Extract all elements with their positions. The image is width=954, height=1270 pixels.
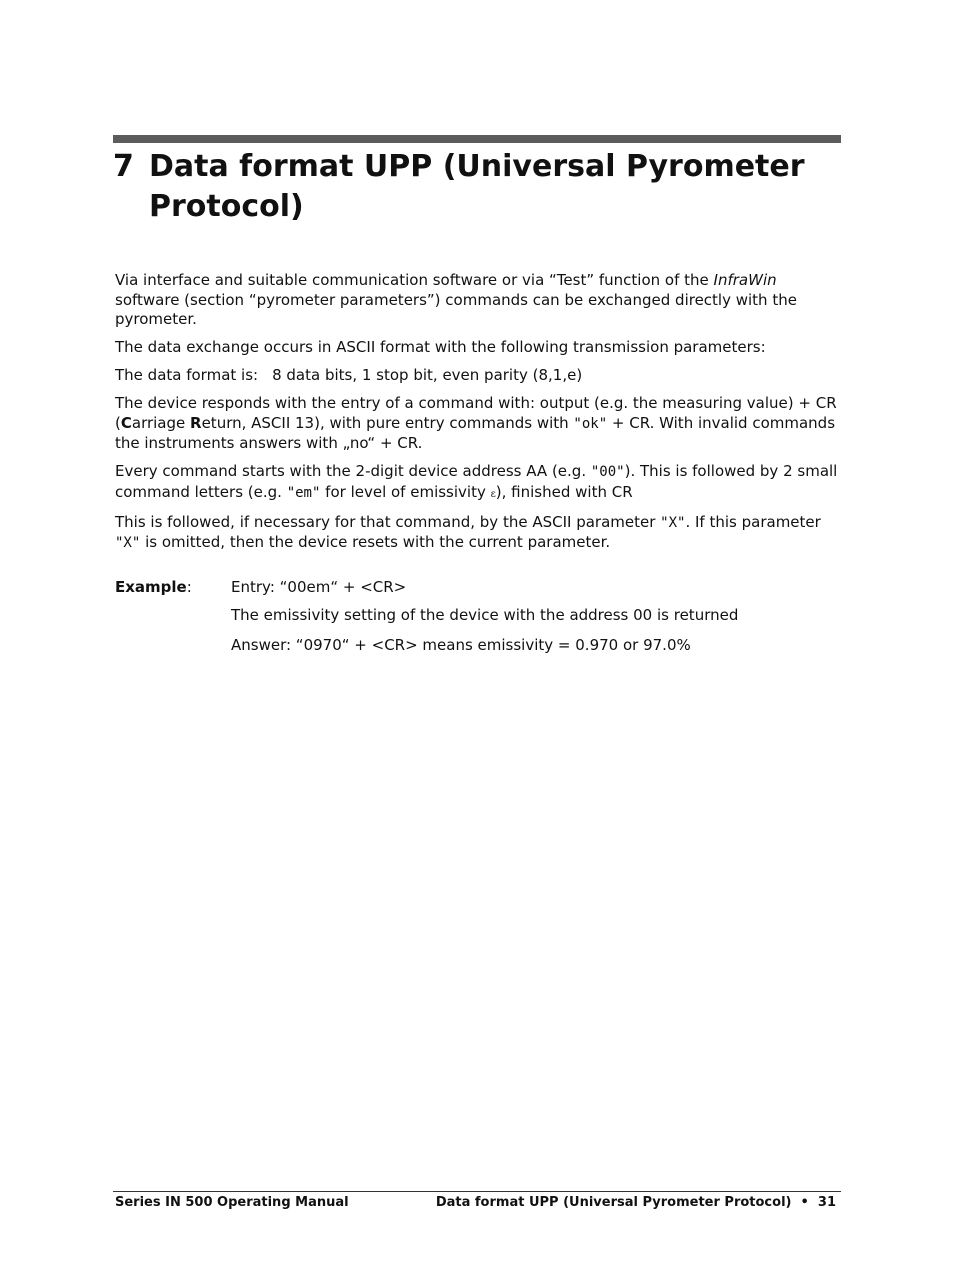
chapter-top-rule: [113, 135, 841, 143]
body-text: [115, 271, 839, 562]
paragraph-ascii: The data exchange occurs in ASCII format with the following transmission parameters:: [115, 338, 766, 356]
page-number: 31: [817, 1195, 836, 1210]
footer-chapter-page: Data format UPP (Universal Pyrometer Protocol) • 31: [435, 1195, 836, 1210]
example-entry: Entry: “00em“ + <CR>: [231, 578, 407, 596]
footer-bullet: •: [800, 1195, 809, 1210]
paragraph-parameter: This is followed, if necessary for that command, by the ASCII parameter "X". If this parameter "X" is omitted, then the device resets with the current parameter.: [115, 512, 821, 551]
example-answer: Answer: “0970“ + <CR> means emissivity = 0.970 or 97.0%: [231, 636, 691, 654]
paragraph-command: Every command starts with the 2-digit device address AA (e.g. "00"). This is followed by 2 small command letters (e.g. "em" for level of emissivity ε), finished with CR: [115, 462, 838, 501]
footer-rule: [113, 1191, 841, 1192]
paragraph-data-format: The data format is: 8 data bits, 1 stop bit, even parity (8,1,e): [115, 366, 583, 384]
chapter-title: Data format UPP (Universal Pyrometer Protocol): [149, 149, 805, 224]
paragraph-response: The device responds with the entry of a command with: output (e.g. the measuring value) + CR (Carriage Return, ASCII 13), with pure entry commands with "ok" + CR. With invalid commands the instruments answers with „no“ + CR.: [115, 394, 837, 452]
footer-manual-title: Series IN 500 Operating Manual: [115, 1195, 349, 1210]
example-label: Example:: [115, 578, 192, 596]
paragraph-intro: Via interface and suitable communication software or via “Test” function of the InfraWin software (section “pyrometer parameters”) commands can be exchanged directly with the pyrometer.: [115, 271, 797, 328]
chapter-number: 7: [113, 149, 134, 184]
example-description: The emissivity setting of the device with the address 00 is returned: [231, 606, 739, 624]
chapter-heading: [113, 147, 841, 227]
epsilon-symbol: ε: [490, 488, 496, 500]
software-name: InfraWin: [713, 271, 777, 289]
